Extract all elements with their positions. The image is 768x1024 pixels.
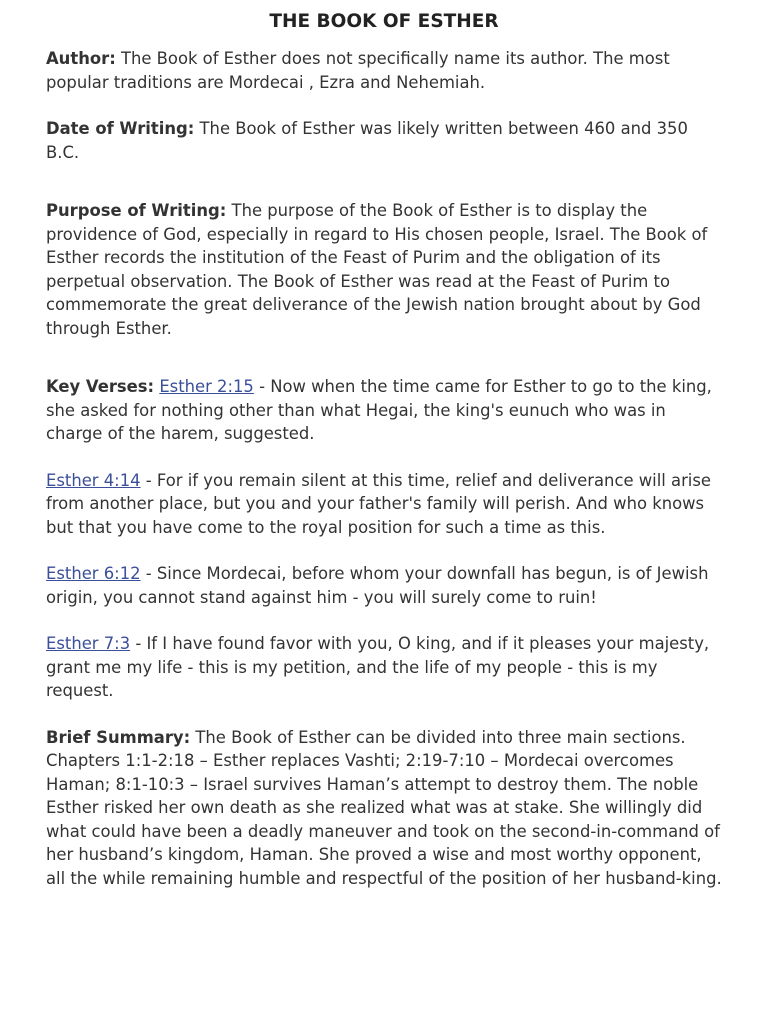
spacer: [46, 164, 722, 199]
key-verse-paragraph-1: [46, 375, 722, 446]
spacer: [46, 539, 722, 562]
author-text: The Book of Esther does not specifically name its author. The most popular traditions are Mordecai , Ezra and Nehemiah.: [46, 49, 670, 92]
key-verse-paragraph-3: [46, 562, 722, 609]
author-label: Author:: [46, 49, 116, 68]
verse-text: - If I have found favor with you, O king, and if it pleases your majesty, grant me my life - this is my petition, and the life of my people - this is my request.: [46, 634, 710, 700]
verse-text: - Now when the time came for Esther to go to the king, she asked for nothing other than what Hegai, the king's eunuch who was in charge of the harem, suggested.: [46, 377, 712, 443]
brief-summary-paragraph: [46, 726, 722, 891]
spacer: [46, 609, 722, 632]
brief-summary-label: Brief Summary:: [46, 727, 191, 747]
purpose-of-writing-label: Purpose of Writing:: [46, 201, 227, 220]
verse-link-esther-4-14[interactable]: Esther 4:14: [46, 470, 141, 490]
document-title: THE BOOK OF ESTHER: [269, 11, 499, 32]
author-paragraph: [46, 47, 722, 94]
verse-link-esther-6-12[interactable]: Esther 6:12: [46, 564, 141, 583]
brief-summary-text: The Book of Esther can be divided into three main sections. Chapters 1:1-2:18 – Esther replaces Vashti; 2:19-7:10 – Mordecai overcomes Haman; 8:1-10:3 – Israel survives Haman’s attempt to destroy them. The noble Esther risked her own death as she realized what was at stake. She willingly did what could have been a deadly maneuver and took on the second-in-command of her husband’s kingdom, Haman. She proved a wise and most worthy opponent, all the while remaining humble and respectful of the position of her husband-king.: [46, 727, 722, 888]
purpose-of-writing-paragraph: [46, 199, 722, 340]
purpose-of-writing-text: The purpose of the Book of Esther is to display the providence of God, especially in regard to His chosen people, Israel. The Book of Esther records the institution of the Feast of Purim and the obligation of its perpetual observation. The Book of Esther was read at the Feast of Purim to commemorate the great deliverance of the Jewish nation brought about by God through Esther.: [46, 201, 708, 338]
key-verses-label: Key Verses:: [46, 377, 155, 396]
date-of-writing-label: Date of Writing:: [46, 119, 195, 138]
verse-link-esther-7-3[interactable]: Esther 7:3: [46, 634, 131, 653]
verse-text: - For if you remain silent at this time, relief and deliverance will arise from another place, but you and your father's family will perish. And who knows but that you have come to the royal position for such a time as this.: [46, 470, 711, 537]
spacer: [46, 446, 722, 469]
verse-link-esther-2-15[interactable]: Esther 2:15: [159, 377, 254, 396]
key-verse-paragraph-4: [46, 632, 722, 703]
date-of-writing-paragraph: [46, 117, 722, 164]
spacer: [46, 340, 722, 375]
key-verse-paragraph-2: [46, 469, 722, 540]
spacer: [46, 94, 722, 117]
date-of-writing-text: The Book of Esther was likely written between 460 and 350 B.C.: [46, 119, 688, 162]
spacer: [46, 703, 722, 726]
verse-text: - Since Mordecai, before whom your downfall has begun, is of Jewish origin, you cannot stand against him - you will surely come to ruin!: [46, 564, 709, 607]
